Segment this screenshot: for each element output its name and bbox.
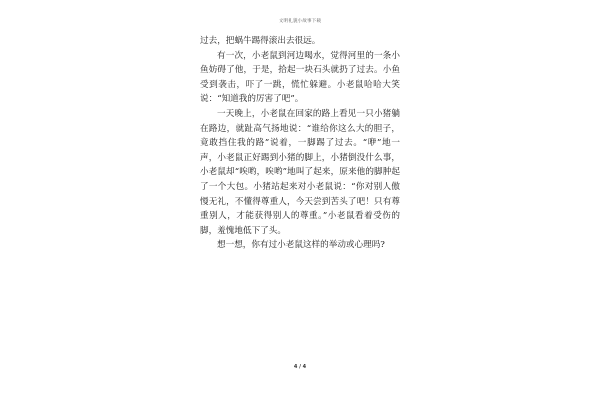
- paragraph: 一天晚上，小老鼠在回家的路上看见一只小猪躺在路边，就趾高气扬地说：“谁给你这么大的胆子，竟敢挡住我的路”说着，一脚踢了过去。“咿”地一声，小老鼠正好踢到小猪的脚上，小猪倒没什么事，小老鼠却“唉哟，唉哟”地叫了起来，原来他的脚肿起了一个大包。小猪站起来对小老鼠说：“你对别人傲慢无礼，不懂得尊重人，今天尝到苦头了吧！只有尊重别人，才能获得别人的尊重。”小老鼠看着受伤的脚，羞愧地低下了头。: [200, 108, 400, 236]
- running-header: 文明礼貌小故事下载: [278, 19, 322, 24]
- paragraph: 过去，把蜗牛踢得滚出去很远。: [200, 36, 321, 46]
- page-number: 4 / 4: [293, 364, 307, 370]
- story-body: [200, 34, 400, 253]
- paragraph: 有一次，小老鼠到河边喝水，觉得河里的一条小鱼妨碍了他，于是，拾起一块石头就扔了过去。小鱼受到袭击，吓了一跳，慌忙躲避。小老鼠哈哈大笑说：“知道我的厉害了吧”。: [200, 50, 400, 105]
- paragraph: 想一想，你有过小老鼠这样的举动或心理吗?: [217, 240, 385, 251]
